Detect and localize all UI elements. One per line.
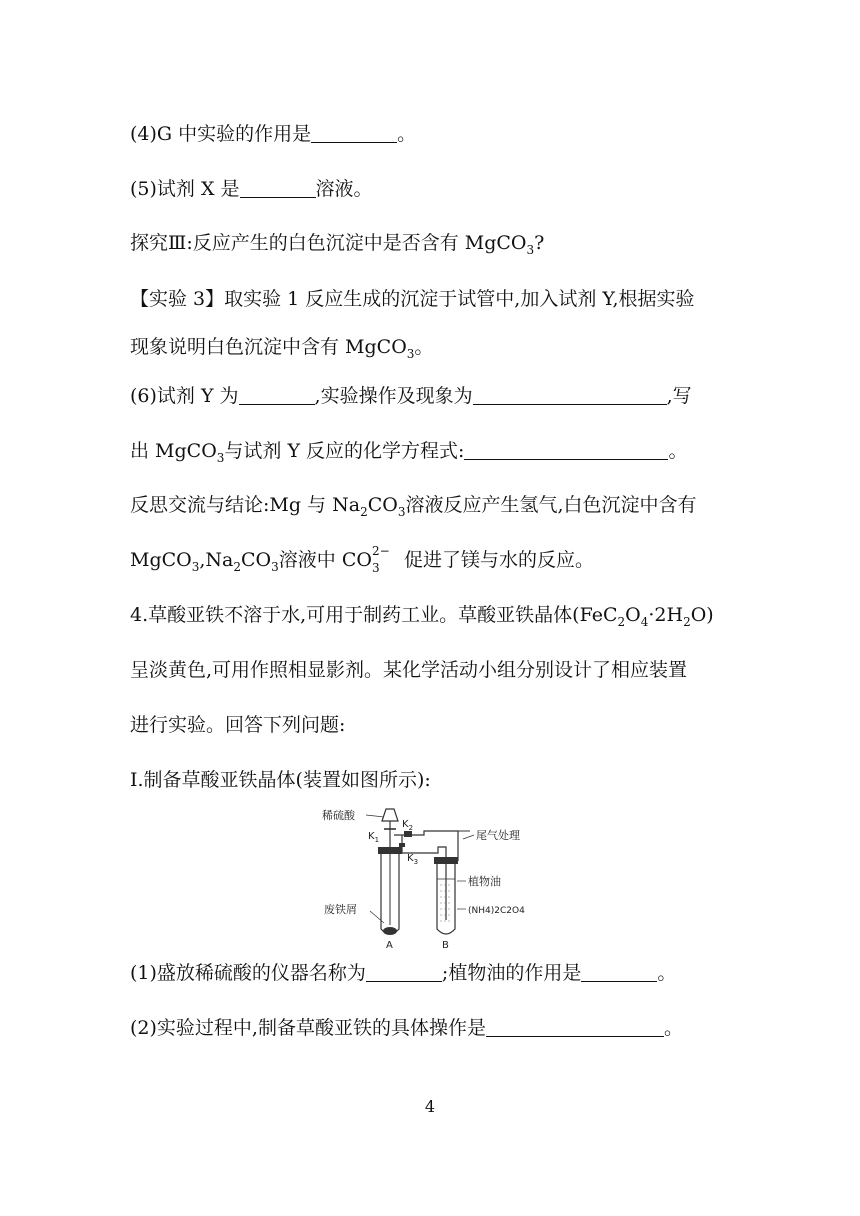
label-a: A xyxy=(386,940,393,950)
experiment-3-line-2: 现象说明白色沉淀中含有 MgCO$_3$。 xyxy=(130,336,434,361)
test-tube-b-stopper xyxy=(434,857,458,864)
label-dilute-sulfuric-acid: 稀硫酸 xyxy=(322,809,355,822)
dropping-funnel-icon xyxy=(382,809,398,821)
problem-4-line-1: 4.草酸亚铁不溶于水,可用于制药工业。草酸亚铁晶体$(FeC_2O_4\cdot 2H_2O)$ xyxy=(130,604,714,629)
answer-blank[interactable] xyxy=(464,441,668,460)
question-4: (4)G 中实验的作用是 。 xyxy=(130,123,417,145)
carbonate-ion: 2− 3 xyxy=(371,544,390,575)
question-6-line-1: (6)试剂 Y 为 ,实验操作及现象为 ,写 xyxy=(130,385,692,407)
answer-blank[interactable] xyxy=(240,179,316,198)
label-k1: $K_1$ xyxy=(368,831,380,844)
label-vegetable-oil: 植物油 xyxy=(468,875,501,888)
answer-blank[interactable] xyxy=(486,1018,664,1037)
label-ammonium-oxalate: (NH4)2C2O4 xyxy=(468,906,525,916)
question-6-line-2: 出 MgCO$_3$与试剂 Y 反应的化学方程式: 。 xyxy=(130,440,688,465)
reflection-line-1: 反思交流与结论:Mg 与 $Na_2CO_3$溶液反应产生氢气,白色沉淀中含有 xyxy=(130,494,697,519)
answer-blank[interactable] xyxy=(473,386,667,405)
page-number: 4 xyxy=(424,1097,436,1116)
problem-4-line-3: 进行实验。回答下列问题: xyxy=(130,714,346,736)
experiment-3-line-1: 【实验 3】取实验 1 反应生成的沉淀于试管中,加入试剂 Y,根据实验 xyxy=(130,288,695,310)
reflection-line-2: $MgCO_3,Na_2CO_3$溶液中 CO 2− 3 促进了镁与水的反应。 xyxy=(130,544,594,575)
answer-blank[interactable] xyxy=(239,386,315,405)
label-k2: $K_2$ xyxy=(402,819,414,832)
label-b: B xyxy=(442,940,449,950)
question-2: (2)实验过程中,制备草酸亚铁的具体操作是 。 xyxy=(130,1017,683,1039)
apparatus-figure xyxy=(318,805,548,950)
explore-3-heading: 探究Ⅲ:反应产生的白色沉淀中是否含有 MgCO$_3$? xyxy=(130,232,545,257)
part-1-heading: Ⅰ.制备草酸亚铁晶体(装置如图所示): xyxy=(130,769,431,791)
label-k3: $K_3$ xyxy=(407,853,419,866)
problem-4-line-2: 呈淡黄色,可用作照相显影剂。某化学活动小组分别设计了相应装置 xyxy=(130,659,688,681)
question-5: (5)试剂 X 是 溶液。 xyxy=(130,178,373,200)
label-scrap-iron: 废铁屑 xyxy=(324,903,357,916)
question-1: (1)盛放稀硫酸的仪器名称为 ;植物油的作用是 。 xyxy=(130,962,677,984)
label-tail-gas: 尾气处理 xyxy=(476,829,520,842)
answer-blank[interactable] xyxy=(366,963,442,982)
answer-blank[interactable] xyxy=(311,124,397,143)
answer-blank[interactable] xyxy=(581,963,657,982)
